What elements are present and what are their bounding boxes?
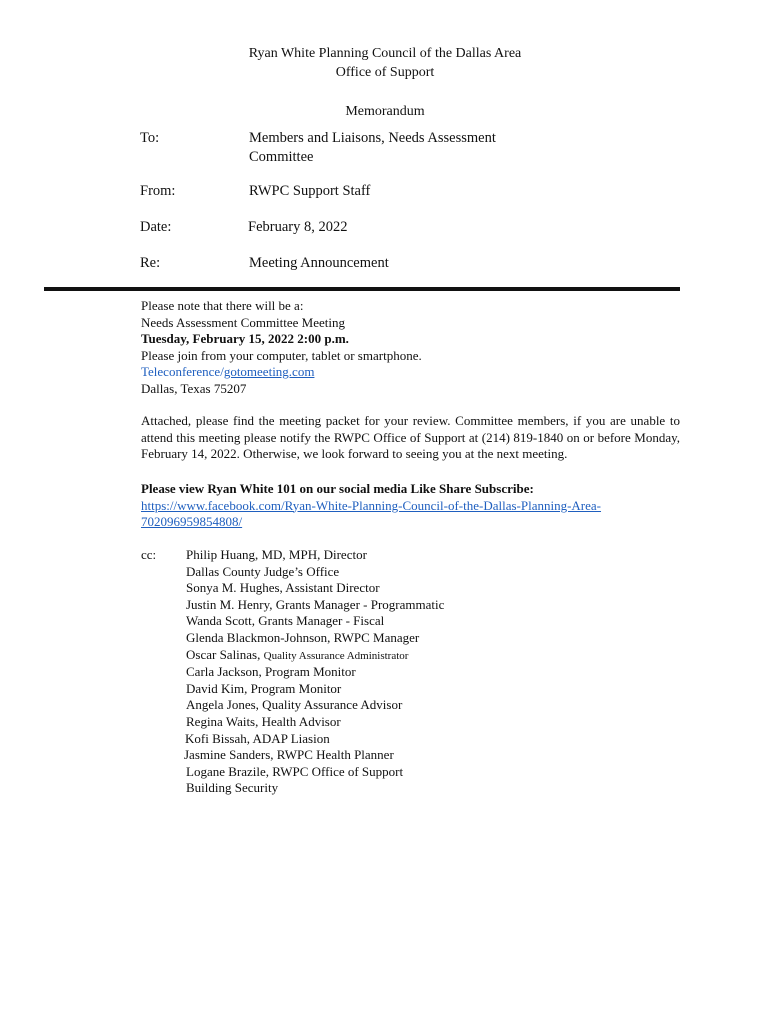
cc-recipient-title: Quality Assurance Administrator <box>263 649 409 662</box>
teleconference-line <box>141 364 422 381</box>
cc-recipient: David Kim, Program Monitor <box>186 680 342 696</box>
notice-meeting-name: Needs Assessment Committee Meeting <box>141 314 346 330</box>
from-value: RWPC Support Staff <box>249 183 371 199</box>
cc-list <box>186 547 444 797</box>
cc-recipient: Philip Huang, MD, MPH, Director <box>186 547 367 562</box>
social-block <box>141 481 601 531</box>
to-value-line1: Members and Liaisons, Needs Assessment <box>249 130 496 146</box>
cc-recipient: Sonya M. Hughes, Assistant Director <box>186 580 380 596</box>
social-heading: Please view Ryan White 101 on our social media Like Share Subscribe: <box>141 481 534 496</box>
org-name: Ryan White Planning Council of the Dallas Area <box>248 46 522 61</box>
to-value-line2: Committee <box>249 149 314 165</box>
cc-recipient: Justin M. Henry, Grants Manager - Programmatic <box>186 596 445 612</box>
cc-label: cc: <box>141 547 157 562</box>
facebook-link-line2[interactable]: 702096959854808/ <box>141 514 243 529</box>
cc-recipient: Glenda Blackmon-Johnson, RWPC Manager <box>186 629 420 645</box>
cc-recipient: Jasmine Sanders, RWPC Health Planner <box>184 747 394 763</box>
re-label: Re: <box>140 255 161 271</box>
teleconference-prefix: Teleconference/ <box>141 364 224 379</box>
from-label: From: <box>140 183 176 199</box>
cc-recipient: Angela Jones, Quality Assurance Advisor <box>186 697 403 713</box>
document-type: Memorandum <box>345 104 425 119</box>
facebook-link-line1[interactable]: https://www.facebook.com/Ryan-White-Planning-Council-of-the-Dallas-Planning-Area- <box>141 497 602 513</box>
notice-meeting-datetime: Tuesday, February 15, 2022 2:00 p.m. <box>141 331 349 346</box>
cc-recipient <box>186 647 444 665</box>
gotomeeting-link[interactable]: gotomeeting.com <box>223 364 315 379</box>
date-value: February 8, 2022 <box>248 219 348 235</box>
re-value: Meeting Announcement <box>249 255 389 271</box>
cc-recipient: Regina Waits, Health Advisor <box>186 713 341 729</box>
date-label: Date: <box>140 219 172 235</box>
notice-line: Please join from your computer, tablet or smartphone. <box>141 347 422 363</box>
cc-recipient: Carla Jackson, Program Monitor <box>186 664 356 680</box>
cc-recipient: Wanda Scott, Grants Manager - Fiscal <box>186 613 385 629</box>
notice-line: Please note that there will be a: <box>141 298 304 313</box>
notice-block <box>141 298 422 397</box>
cc-recipient: Logane Brazile, RWPC Office of Support <box>186 763 404 779</box>
to-label: To: <box>140 130 160 146</box>
divider-rule <box>44 287 680 291</box>
cc-recipient: Dallas County Judge’s Office <box>186 563 340 579</box>
cc-recipient-name: Oscar Salinas, <box>186 646 264 662</box>
office-name: Office of Support <box>335 65 435 80</box>
cc-recipient: Kofi Bissah, ADAP Liasion <box>185 730 330 746</box>
attached-paragraph: Attached, please find the meeting packet for your review. Committee members, if you are unable to attend this meeting please notify the RWPC Office of Support at (214) 819-1840 on or before Monday, February 14, 2022. Otherwise, we look forward to seeing you at the next meeting. <box>141 413 680 461</box>
notice-location: Dallas, Texas 75207 <box>141 380 247 396</box>
cc-recipient: Building Security <box>186 780 279 796</box>
